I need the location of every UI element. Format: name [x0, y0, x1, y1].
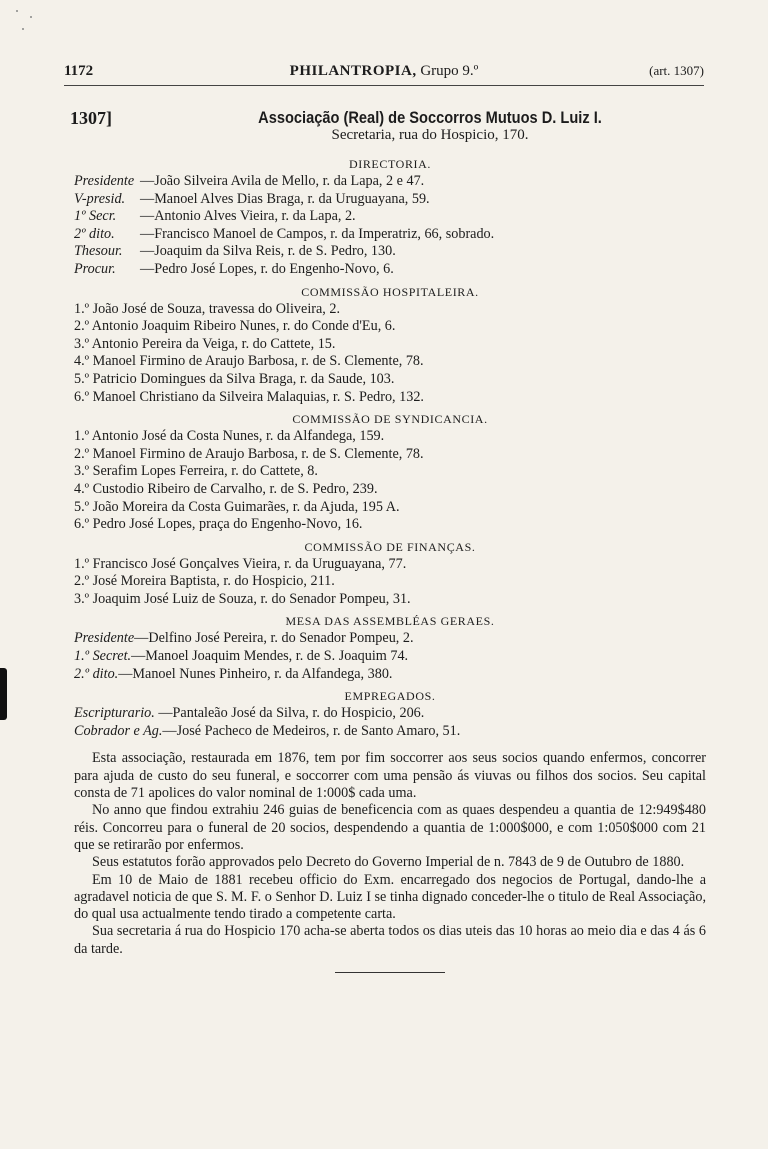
paragraph: Sua secretaria á rua do Hospicio 170 acha-se aberta todos os dias uteis das 10 horas ao meio dia e das 4 ás 6 da tarde. [74, 923, 706, 957]
financas-heading: COMMISSÃO DE FINANÇAS. [304, 539, 476, 554]
list-item: 6.º Manoel Christiano da Silveira Malaquias, r. S. Pedro, 132. [74, 388, 424, 405]
office-label: Escripturario. [74, 705, 155, 722]
list-item: 6.º Pedro José Lopes, praça do Engenho-Novo, 16. [74, 516, 363, 533]
office-label: 2º dito. [74, 225, 115, 242]
mesa-row [74, 630, 706, 648]
office-label: Cobrador e Ag. [74, 722, 163, 739]
directoria-row [74, 226, 706, 244]
directoria-row [74, 261, 706, 279]
list-item: 3.º Serafim Lopes Ferreira, r. do Cattete, 8. [74, 463, 318, 480]
member-text: —Manoel Joaquim Mendes, r. de S. Joaquim 74. [131, 648, 409, 665]
list-item: 5.º João Moreira da Costa Guimarães, r. da Ajuda, 195 A. [74, 498, 400, 515]
running-title [64, 63, 704, 80]
entry-title: Associação (Real) de Soccorros Mutuos D. Luiz I. [258, 108, 602, 127]
header-rule [64, 85, 704, 86]
paper-speck [22, 28, 24, 30]
list-item: 2.º José Moreira Baptista, r. do Hospicio, 211. [74, 573, 335, 590]
list-item: 2.º Antonio Joaquim Ribeiro Nunes, r. do Conde d'Eu, 6. [74, 318, 396, 335]
office-label: 1.º Secret. [74, 648, 132, 665]
description-paragraphs [74, 750, 706, 958]
running-title-group: Grupo 9.º [420, 63, 479, 79]
paragraph: No anno que findou extrahiu 246 guias de beneficencia com as quaes despendeu a quantia de 12:949$480 réis. Concorreu para o funeral de 20 socios, despendendo a quantia de 1:000$000, e com 1:050$000 com 21 que se retirarão por enfermos. [74, 802, 706, 853]
page-number: 1172 [64, 63, 94, 79]
office-label: 2.º dito. [74, 665, 119, 682]
list-item: 1.º Antonio José da Costa Nunes, r. da Alfandega, 159. [74, 428, 385, 445]
article-reference: (art. 1307) [649, 63, 704, 78]
running-title-bold: PHILANTROPIA, [289, 63, 417, 79]
entry-address: Secretaria, rua do Hospicio, 170. [331, 127, 529, 143]
directoria-list [74, 173, 706, 279]
directoria-row [74, 208, 706, 226]
office-label: V-presid. [74, 190, 126, 207]
office-label: Presidente [74, 630, 135, 647]
paragraph: Esta associação, restaurada em 1876, tem por fim soccorrer aos seus socios quando enfermos, concorrer para ajuda de custo do seu funeral, e soccorrer com uma pensão ás viuvas ou filhos dos socios. Seu capital consta de 71 apolices do valor nominal de 1:000$ cada uma. [74, 750, 706, 802]
empregados-row [74, 705, 706, 723]
member-text: —Manoel Alves Dias Braga, r. da Uruguayana, 59. [140, 190, 430, 207]
list-item: 2.º Manoel Firmino de Araujo Barbosa, r. de S. Clemente, 78. [74, 445, 424, 462]
mesa-heading: MESA DAS ASSEMBLÉAS GERAES. [285, 614, 495, 629]
office-label: Thesour. [74, 243, 123, 260]
list-item: 1.º Francisco José Gonçalves Vieira, r. da Uruguayana, 77. [74, 555, 407, 572]
member-text: —Pedro José Lopes, r. do Engenho-Novo, 6. [140, 260, 394, 277]
page-header [64, 63, 704, 85]
empregados-row [74, 723, 706, 741]
paragraph: Seus estatutos forão approvados pelo Decreto do Governo Imperial de n. 7843 de 9 de Outubro de 1880. [92, 854, 685, 871]
member-text: —Manoel Nunes Pinheiro, r. da Alfandega, 380. [118, 665, 393, 682]
office-label: 1º Secr. [74, 208, 117, 225]
paper-speck [16, 10, 18, 12]
mesa-row [74, 648, 706, 666]
list-item: 5.º Patricio Domingues da Silva Braga, r. da Saude, 103. [74, 370, 395, 387]
member-text: —Antonio Alves Vieira, r. da Lapa, 2. [140, 208, 356, 225]
hospitaleira-list [74, 301, 706, 407]
financas-list [74, 556, 706, 609]
member-text: —Delfino José Pereira, r. do Senador Pompeu, 2. [134, 630, 414, 647]
paragraph: Em 10 de Maio de 1881 recebeu officio do Exm. encarregado dos negocios de Portugal, dando-lhe a agradavel noticia de que S. M. F. o Senhor D. Luiz I se tinha dignado conceder-lhe o titulo de Real Associação, do qual usa actualmente tendo tirado a competente carta. [74, 871, 706, 923]
member-text: —José Pacheco de Medeiros, r. de Santo Amaro, 51. [162, 722, 461, 739]
directoria-row [74, 191, 706, 209]
directoria-heading: DIRECTORIA. [348, 157, 432, 171]
entry-body [74, 156, 706, 973]
entry-number: 1307] [70, 108, 112, 128]
hospitaleira-heading: COMMISSÃO HOSPITALEIRA. [301, 284, 479, 299]
directoria-row [74, 243, 706, 261]
closing-rule [335, 972, 445, 973]
syndicancia-heading: COMMISSÃO DE SYNDICANCIA. [292, 412, 488, 427]
list-item: 4.º Manoel Firmino de Araujo Barbosa, r. de S. Clemente, 78. [74, 353, 424, 370]
mesa-list [74, 630, 706, 683]
list-item: 3.º Antonio Pereira da Veiga, r. do Cattete, 15. [74, 335, 336, 352]
empregados-list [74, 705, 706, 740]
empregados-heading: EMPREGADOS. [344, 689, 436, 704]
mesa-row [74, 666, 706, 684]
member-text: —Pantaleão José da Silva, r. do Hospicio, 206. [154, 705, 425, 722]
list-item: 1.º João José de Souza, travessa do Oliveira, 2. [74, 300, 341, 317]
office-label: Presidente [74, 173, 135, 189]
list-item: 3.º Joaquim José Luiz de Souza, r. do Senador Pompeu, 31. [74, 590, 411, 607]
list-item: 4.º Custodio Ribeiro de Carvalho, r. de S. Pedro, 239. [74, 480, 378, 497]
member-text: —Francisco Manoel de Campos, r. da Imperatriz, 66, sobrado. [140, 225, 495, 242]
directoria-row [74, 173, 706, 191]
paper-speck [30, 16, 32, 18]
office-label: Procur. [74, 260, 116, 277]
member-text: —Joaquim da Silva Reis, r. de S. Pedro, 130. [140, 243, 396, 260]
member-text: —João Silveira Avila de Mello, r. da Lapa, 2 e 47. [140, 173, 425, 189]
ink-blot [0, 668, 7, 720]
syndicancia-list [74, 428, 706, 534]
